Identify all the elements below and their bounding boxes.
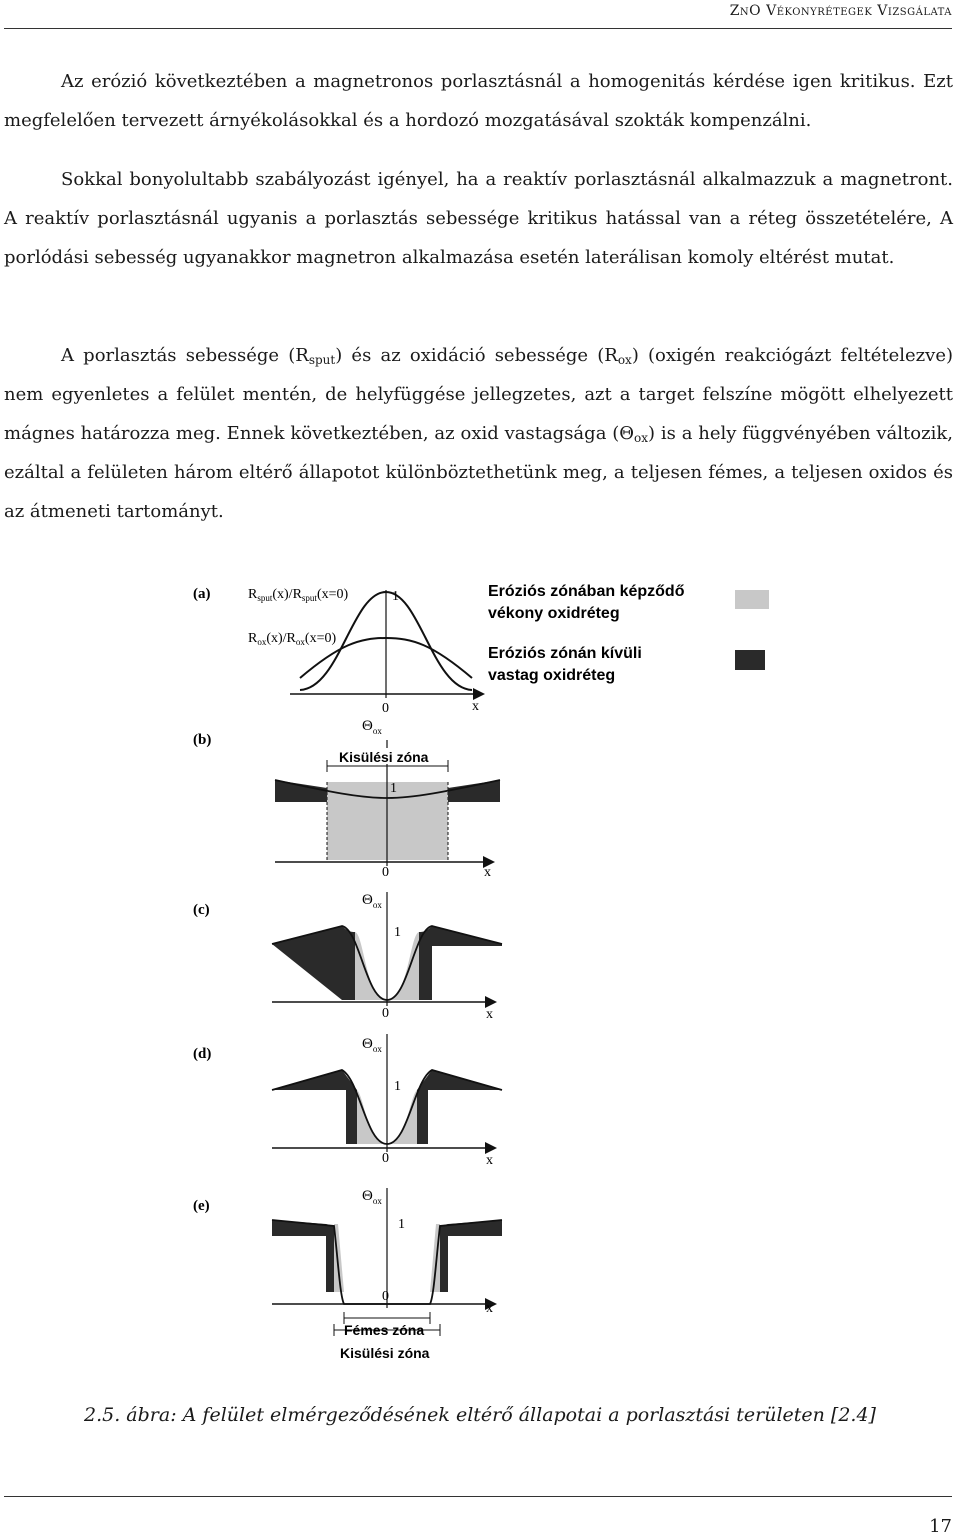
label-rsput: $R_{sput}(x)/R_{sput}(x=0)$ [248,587,349,603]
theta-label-b: $\Theta_{ox}$ [362,718,382,736]
zone-label-e-metal: Fémes zóna [344,1322,425,1338]
page-number: 17 [929,1516,952,1537]
tick-one-e: 1 [398,1217,405,1232]
figure-caption: 2.5. ábra: A felület elmérgeződésének eltérő állapotai a porlasztási területen [2.4] [84,1404,876,1426]
oxidation-state-figure [0,560,960,1380]
p3-text-4: ) is a hely függvényében változik, ezáltal a felületen három eltérő állapotot különböztethetünk meg, a teljesen fémes, a teljesen oxidos és az átmeneti tartományt. [4,423,953,522]
tick-one-a: 1 [392,589,399,604]
tick-one-c: 1 [394,925,401,940]
p3-sub-ox: ox [617,353,632,367]
oxide-dark-left-d [272,1070,357,1144]
legend-dark-line2: vastag oxidréteg [488,667,616,684]
oxide-dark-right-d [417,1070,502,1144]
axis-label-x-b: x [484,865,491,880]
footer-rule [4,1496,952,1497]
tick-one-d: 1 [394,1079,401,1094]
tick-one-b: 1 [390,781,397,796]
theta-label-e: $\Theta_{ox}$ [362,1188,382,1206]
paragraph-3 [4,336,953,531]
panel-label-a: (a) [193,586,211,602]
paragraph-2: Sokkal bonyolultabb szabályozást igényel, ha a reaktív porlasztásnál alkalmazzuk a magnetront. A reaktív porlasztásnál ugyanis a porlasztás sebessége kritikus hatással van a réteg összetételére, A porlódási sebesség ugyanakkor magnetron alkalmazása esetén laterálisan komoly eltérést mutat. [4,169,953,268]
tick-zero-c: 0 [382,1006,389,1021]
axis-label-x-d: x [486,1153,493,1168]
oxide-dark-right-c [419,926,502,1000]
zone-label-e-discharge: Kisülési zóna [340,1345,430,1361]
legend-dark-swatch [735,650,765,670]
tick-zero-a: 0 [382,701,389,716]
panel-label-b: (b) [193,732,212,748]
legend-light-line1: Eróziós zónában képződő [488,583,685,600]
axis-label-x-e: x [486,1301,493,1316]
oxide-dark-left-e [272,1220,334,1292]
panel-b [193,718,500,880]
p3-text-1: A porlasztás sebessége (R [61,345,309,366]
panel-label-e: (e) [193,1198,210,1214]
theta-label-c: $\Theta_{ox}$ [362,892,382,910]
axis-label-x-c: x [486,1007,493,1022]
legend-light-swatch [735,590,769,609]
panel-d [193,1034,502,1168]
zone-label-b: Kisülési zóna [339,749,429,765]
oxide-dark-left-c [272,926,355,1000]
legend-light-line2: vékony oxidréteg [488,605,620,622]
panel-e [193,1188,502,1361]
p3-sub-sput: sput [308,353,336,367]
panel-label-c: (c) [193,902,210,918]
p3-text-3: ) (oxigén reakciógázt feltételezve) nem egyenletes a felület mentén, de helyfüggése jellegzetes, azt a target felszíne mögött elhelyezett mágnes határozza meg. Ennek következtében, az oxid vastagsága (Θ [4,345,953,444]
theta-label-d: $\Theta_{ox}$ [362,1036,382,1054]
tick-zero-e: 0 [382,1289,389,1304]
oxide-dark-right-b [448,780,500,802]
tick-zero-d: 0 [382,1151,389,1166]
running-header [4,0,952,29]
legend-dark-line1: Eróziós zónán kívüli [488,645,642,662]
paragraph-1: Az erózió következtében a magnetronos porlasztásnál a homogenitás kérdése igen kritikus. Ezt megfelelően tervezett árnyékolásokkal és a hordozó mozgatásával szokták kompenzálni. [4,71,953,131]
p3-text-2: ) és az oxidáció sebessége (R [335,345,618,366]
tick-zero-b: 0 [382,865,389,880]
p3-sub-theta-ox: ox [634,431,649,445]
label-rox: $R_{ox}(x)/R_{ox}(x=0)$ [248,631,337,647]
oxide-dark-right-e [440,1220,502,1292]
oxide-dark-left-b [275,780,327,802]
panel-a [193,586,482,716]
axis-label-x-a: x [472,699,479,714]
running-title: ZnO Vékonyrétegek Vizsgálata [729,3,952,19]
panel-label-d: (d) [193,1046,212,1062]
panel-c [193,892,502,1022]
legend [488,583,769,684]
